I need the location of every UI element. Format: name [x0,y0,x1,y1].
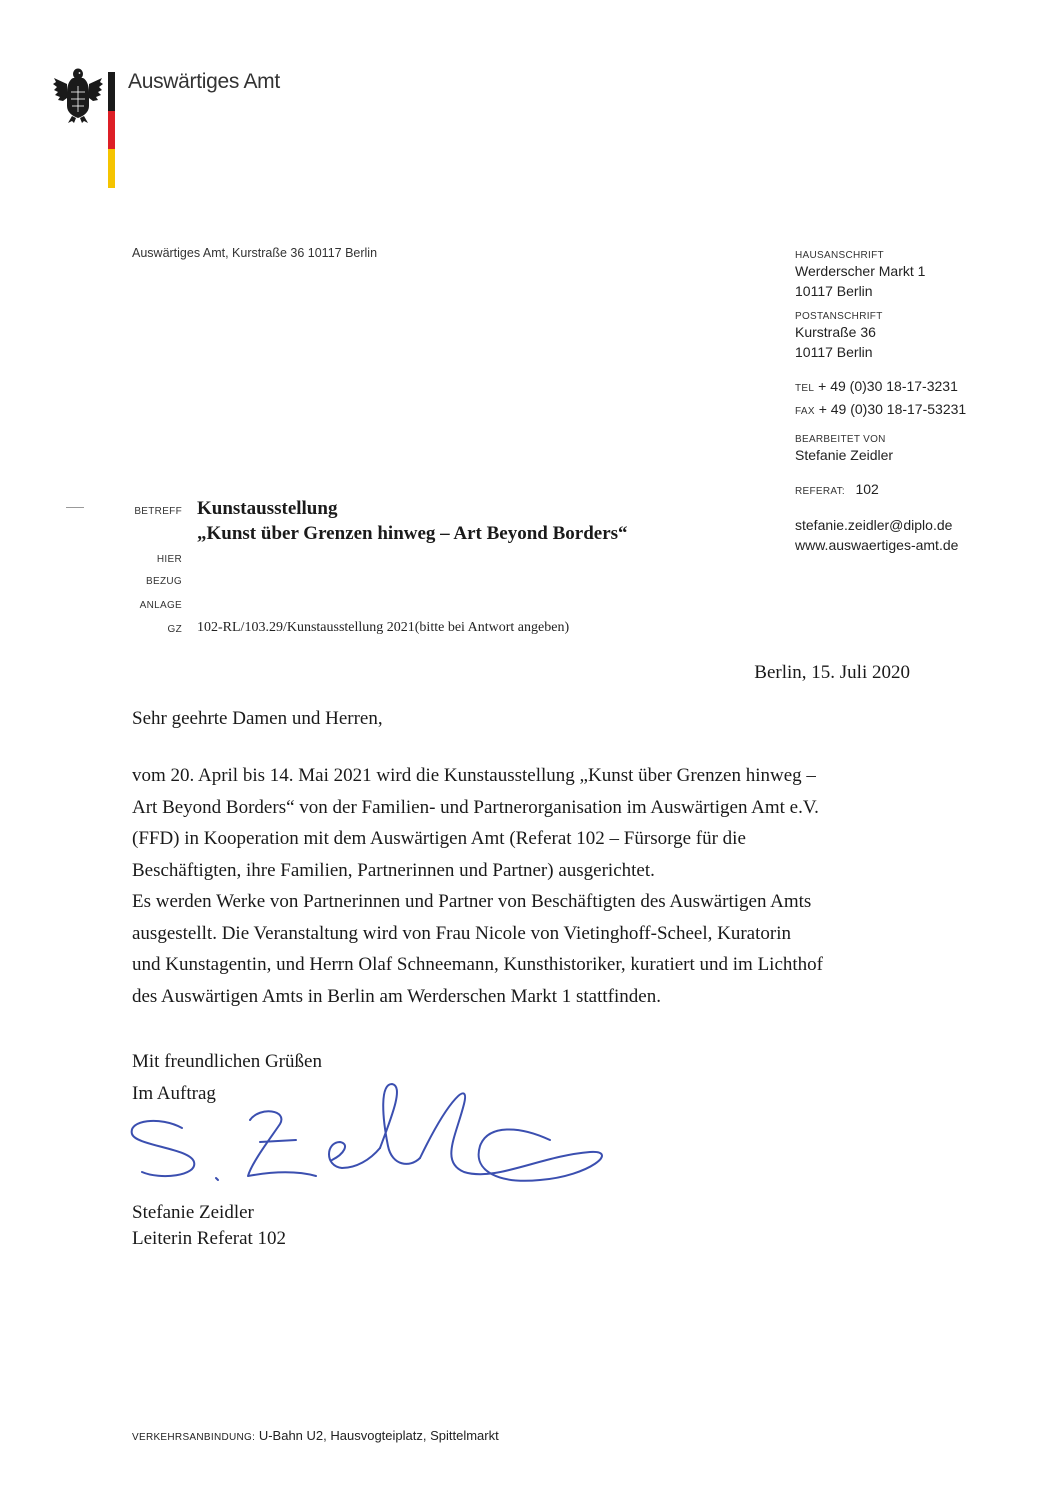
flag-stripe-black [108,72,115,111]
gz-label: GZ [167,624,182,635]
hausanschrift-line1: Werderscher Markt 1 [795,263,926,279]
body-line: Art Beyond Borders“ von der Familien- und Partnerorganisation im Auswärtigen Amt e.V. [132,796,819,818]
body-line: (FFD) in Kooperation mit dem Auswärtigen Amt (Referat 102 – Fürsorge für die [132,828,746,849]
body-line: vom 20. April bis 14. Mai 2021 wird die Kunstausstellung „Kunst über Grenzen hinweg – [132,765,816,786]
body-line: Es werden Werke von Partnerinnen und Partner von Beschäftigten des Auswärtigen Amts [132,891,812,912]
referat-value: 102 [855,481,879,497]
handwritten-signature [120,1076,620,1196]
signer-block [132,1200,286,1252]
org-name: Auswärtiges Amt [128,70,280,93]
subject-line-1: Kunstausstellung [197,498,338,519]
flag-color-bar [108,72,115,188]
postanschrift-label: POSTANSCHRIFT [795,311,883,322]
referat-label: REFERAT: [795,486,845,497]
referat-block [795,479,1035,499]
closing-greeting: Mit freundlichen Grüßen [132,1051,322,1072]
postanschrift-line2: 10117 Berlin [795,344,873,360]
footer-label: VERKEHRSANBINDUNG: [132,1432,256,1443]
bearbeitet-block [795,434,1035,465]
body-line: Beschäftigten, ihre Familien, Partnerinnen und Partner) ausgerichtet. [132,859,655,881]
letter-date: Berlin, 15. Juli 2020 [754,662,910,683]
tel-value: + 49 (0)30 18-17-3231 [818,378,958,394]
body-line: des Auswärtigen Amts in Berlin am Werderschen Markt 1 stattfinden. [132,985,661,1007]
signer-name: Stefanie Zeidler [132,1202,254,1223]
hier-label: HIER [156,554,182,565]
anlage-label: ANLAGE [139,600,182,611]
website-link[interactable]: www.auswaertiges-amt.de [795,537,959,553]
footer-transport [132,1428,499,1443]
postanschrift-block [795,311,1035,362]
hausanschrift-label: HAUSANSCHRIFT [795,250,884,261]
postanschrift-line1: Kurstraße 36 [795,324,876,340]
betreff-label: BETREFF [134,506,182,517]
flag-stripe-red [108,111,115,150]
bezug-label: BEZUG [146,576,182,587]
hausanschrift-line2: 10117 Berlin [795,283,873,299]
fax-value: + 49 (0)30 18-17-53231 [818,401,967,417]
online-block [795,515,1035,555]
closing-im-auftrag: Im Auftrag [132,1082,216,1104]
flag-stripe-gold [108,149,115,188]
body-line: und Kunstagentin, und Herrn Olaf Schneemann, Kunsthistoriker, kuratiert und im Lichthof [132,954,824,975]
phone-fax-block [795,376,1035,422]
letter-body [132,760,922,1012]
gz-value: 102-RL/103.29/Kunstausstellung 2021(bitte bei Antwort angeben) [197,620,570,635]
fax-label: FAX [795,406,815,417]
bearbeitet-value: Stefanie Zeidler [795,447,894,463]
subject-line-2: „Kunst über Grenzen hinweg – Art Beyond Borders“ [197,523,628,544]
contact-column [795,250,1035,565]
tel-line [795,376,1035,399]
sender-return-address: Auswärtiges Amt, Kurstraße 36 10117 Berlin [132,246,378,260]
fax-line [795,399,1035,422]
hausanschrift-block [795,250,1035,301]
federal-eagle-icon [52,66,104,124]
signer-title: Leiterin Referat 102 [132,1228,287,1249]
footer-value: U-Bahn U2, Hausvogteiplatz, Spittelmarkt [258,1428,499,1443]
email-link[interactable]: stefanie.zeidler@diplo.de [795,517,953,533]
salutation: Sehr geehrte Damen und Herren, [132,708,383,729]
tel-label: TEL [795,383,815,394]
body-line: ausgestellt. Die Veranstaltung wird von Frau Nicole von Vietinghoff-Scheel, Kuratorin [132,922,791,944]
fold-mark [66,507,84,508]
bearbeitet-label: BEARBEITET VON [795,434,886,445]
